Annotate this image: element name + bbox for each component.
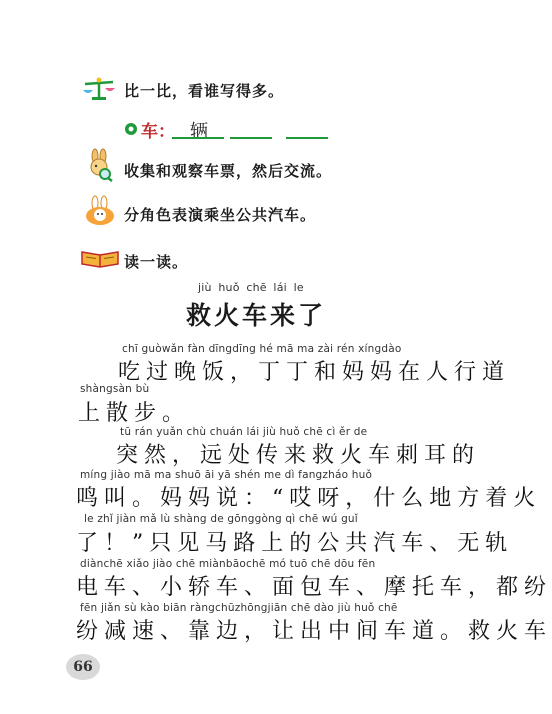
- line-2-text: 上散步。: [78, 401, 191, 426]
- fill-example-answer: 辆: [190, 121, 208, 142]
- task-collect-text: 收集和观察车票，然后交流。: [124, 162, 333, 180]
- fill-blank-1[interactable]: [172, 137, 224, 139]
- poem-title: 救火车来了: [186, 301, 327, 330]
- task-read-text: 读一读。: [124, 253, 189, 271]
- title-pinyin: jiù huǒ chē lái le: [198, 281, 304, 294]
- line-7-text: 纷减速、靠边，让出中间车道。救火车: [76, 619, 552, 644]
- rabbit-face-icon: [84, 196, 116, 230]
- fill-blank-2[interactable]: [230, 137, 272, 139]
- line-6-pinyin: diànchē xiǎo jiào chē miànbāochē mó tuō chē dōu fēn: [80, 558, 376, 570]
- flower-bullet-icon: [124, 121, 138, 140]
- line-3-pinyin: tū rán yuǎn chù chuán lái jiù huǒ chē cì ěr de: [120, 426, 368, 438]
- balance-scale-icon: [82, 76, 116, 106]
- rabbit-magnifier-icon: [84, 150, 114, 186]
- line-5-pinyin: le zhǐ jiàn mǎ lù shàng de gōnggòng qì chē wú guǐ: [84, 513, 358, 525]
- line-4-text: 鸣叫。妈妈说：“哎呀，什么地方着火: [76, 486, 542, 511]
- fill-blank-3[interactable]: [286, 137, 328, 139]
- fill-prefix: 车：: [141, 122, 175, 142]
- task-compare-text: 比一比，看谁写得多。: [124, 82, 285, 100]
- task-roleplay-text: 分角色表演乘坐公共汽车。: [124, 206, 317, 224]
- open-book-icon: [80, 248, 120, 272]
- line-2-pinyin: shàngsàn bù: [80, 383, 150, 395]
- line-5-text: 了！”只见马路上的公共汽车、无轨: [76, 531, 514, 556]
- line-3-text: 突然，远处传来救火车刺耳的: [116, 443, 481, 468]
- line-1-pinyin: chī guòwǎn fàn dīngdīng hé mā ma zài rén xíngdào: [122, 343, 402, 355]
- line-4-pinyin: míng jiào mā ma shuō āi yā shén me dì fangzháo huǒ: [80, 469, 373, 481]
- line-6-text: 电车、小轿车、面包车、摩托车，都纷: [76, 575, 552, 600]
- page-number: 66: [66, 654, 100, 680]
- line-7-pinyin: fēn jiǎn sù kào biān ràngchūzhōngjiān chē dào jiù huǒ chē: [80, 602, 398, 614]
- line-1-text: 吃过晚饭，丁丁和妈妈在人行道: [118, 360, 511, 385]
